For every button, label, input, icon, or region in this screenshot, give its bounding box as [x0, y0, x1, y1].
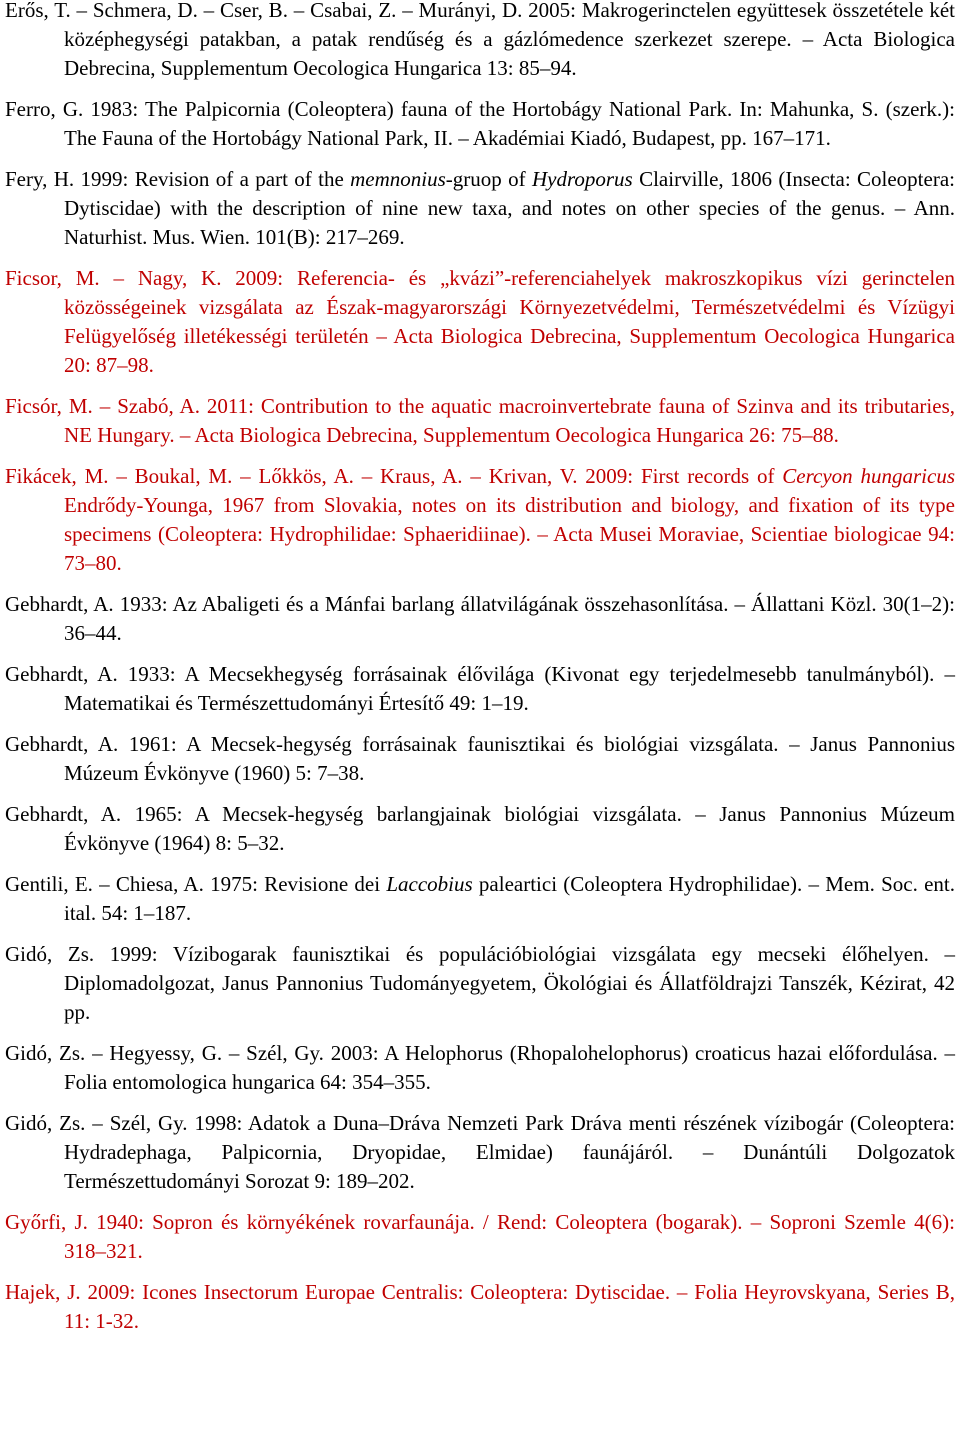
reference-text: Fikácek, M. – Boukal, M. – Lőkkös, A. – Kraus, A. – Krivan, V. 2009: First records of — [5, 464, 783, 488]
reference-entry — [5, 392, 955, 450]
reference-entry — [5, 1039, 955, 1097]
reference-text: Gebhardt, A. 1965: A Mecsek-hegység barlangjainak biológiai vizsgálata. – Janus Pannonius Múzeum Évkönyve (1964) 8: 5–32. — [5, 802, 955, 855]
reference-text: Gidó, Zs. – Hegyessy, G. – Szél, Gy. 2003: A Helophorus (Rhopalohelophorus) croaticus hazai előfordulása. – Folia entomologica hungarica 64: 354–355. — [5, 1041, 955, 1094]
reference-entry — [5, 590, 955, 648]
reference-entry — [5, 165, 955, 252]
reference-list — [5, 0, 955, 1348]
reference-italic-taxon: Laccobius — [386, 872, 473, 896]
reference-entry — [5, 95, 955, 153]
reference-text: Ferro, G. 1983: The Palpicornia (Coleoptera) fauna of the Hortobágy National Park. In: Mahunka, S. (szerk.): The Fauna of the Hortobágy National Park, II. – Akadémiai Kiadó, Budapest, pp. 167–171. — [5, 97, 955, 150]
reference-text: Ficsor, M. – Nagy, K. 2009: Referencia- és „kvázi”-referenciahelyek makroszkopikus vízi gerinctelen közösségeinek vizsgálata az Észak-magyarországi Környezetvédelmi, Természetvédelmi és Vízügyi Felügyelőség illetékességi területén – Acta Biologica Debrecina, Supplementum Oecologica Hungarica 20: 87–98. — [5, 266, 955, 377]
reference-text: Erős, T. – Schmera, D. – Cser, B. – Csabai, Z. – Murányi, D. 2005: Makrogerinctelen együttesek összetétele két középhegységi patakban, a patak rendűség és a gázlómedence szerkezet szerepe. – Acta Biologica Debrecina, Supplementum Oecologica Hungarica 13: 85–94. — [5, 0, 955, 80]
reference-italic-taxon: Hydroporus — [532, 167, 633, 191]
reference-text: Győrfi, J. 1940: Sopron és környékének rovarfaunája. / Rend: Coleoptera (bogarak). – Soproni Szemle 4(6): 318–321. — [5, 1210, 955, 1263]
reference-entry — [5, 800, 955, 858]
reference-italic-taxon: Cercyon hungaricus — [782, 464, 955, 488]
reference-text: Hajek, J. 2009: Icones Insectorum Europae Centralis: Coleoptera: Dytiscidae. – Folia Heyrovskyana, Series B, 11: 1-32. — [5, 1280, 955, 1333]
reference-entry — [5, 0, 955, 83]
reference-text: Gidó, Zs. 1999: Vízibogarak faunisztikai és populációbiológiai vizsgálata egy mecseki élőhelyen. – Diplomadolgozat, Janus Pannonius Tudományegyetem, Ökológiai és Állatföldrajzi Tanszék, Kézirat, 42 pp. — [5, 942, 955, 1024]
reference-text: Clairville, 1806 (Insecta: Coleoptera: Dytiscidae) with the description of nine new taxa, and notes on other species of the genus. – Ann. Naturhist. Mus. Wien. 101(B): 217–269. — [64, 167, 955, 249]
reference-text: Gebhardt, A. 1933: A Mecsekhegység forrásainak élővilága (Kivonat egy terjedelmesebb tanulmányból). – Matematikai és Természettudományi Értesítő 49: 1–19. — [5, 662, 955, 715]
reference-text: Fery, H. 1999: Revision of a part of the — [5, 167, 351, 191]
reference-text: Gebhardt, A. 1933: Az Abaligeti és a Mánfai barlang állatvilágának összehasonlítása. – Állattani Közl. 30(1–2): 36–44. — [5, 592, 955, 645]
reference-entry — [5, 264, 955, 380]
reference-entry — [5, 1109, 955, 1196]
reference-entry — [5, 730, 955, 788]
reference-entry — [5, 1208, 955, 1266]
reference-text: Endrődy-Younga, 1967 from Slovakia, notes on its distribution and biology, and fixation of its type specimens (Coleoptera: Hydrophilidae: Sphaeridiinae). – Acta Musei Moraviae, Scientiae biologicae 94: 73–80. — [64, 493, 955, 575]
reference-italic-taxon: memnonius — [350, 167, 446, 191]
reference-entry — [5, 462, 955, 578]
reference-text: -gruop of — [445, 167, 532, 191]
reference-text: Gebhardt, A. 1961: A Mecsek-hegység forrásainak faunisztikai és biológiai vizsgálata. – Janus Pannonius Múzeum Évkönyve (1960) 5: 7–38. — [5, 732, 955, 785]
reference-text: Ficsór, M. – Szabó, A. 2011: Contribution to the aquatic macroinvertebrate fauna of Szinva and its tributaries, NE Hungary. – Acta Biologica Debrecina, Supplementum Oecologica Hungarica 26: 75–88. — [5, 394, 955, 447]
reference-text: paleartici (Coleoptera Hydrophilidae). – Mem. Soc. ent. ital. 54: 1–187. — [64, 872, 955, 925]
reference-text: Gidó, Zs. – Szél, Gy. 1998: Adatok a Duna–Dráva Nemzeti Park Dráva menti részének vízibogár (Coleoptera: Hydradephaga, Palpicornia, Dryopidae, Elmidae) faunájáról. – Dunántúli Dolgozatok Természettudományi Sorozat 9: 189–202. — [5, 1111, 955, 1193]
reference-entry — [5, 870, 955, 928]
reference-entry — [5, 940, 955, 1027]
reference-entry — [5, 1278, 955, 1336]
reference-entry — [5, 660, 955, 718]
reference-text: Gentili, E. – Chiesa, A. 1975: Revisione dei — [5, 872, 387, 896]
